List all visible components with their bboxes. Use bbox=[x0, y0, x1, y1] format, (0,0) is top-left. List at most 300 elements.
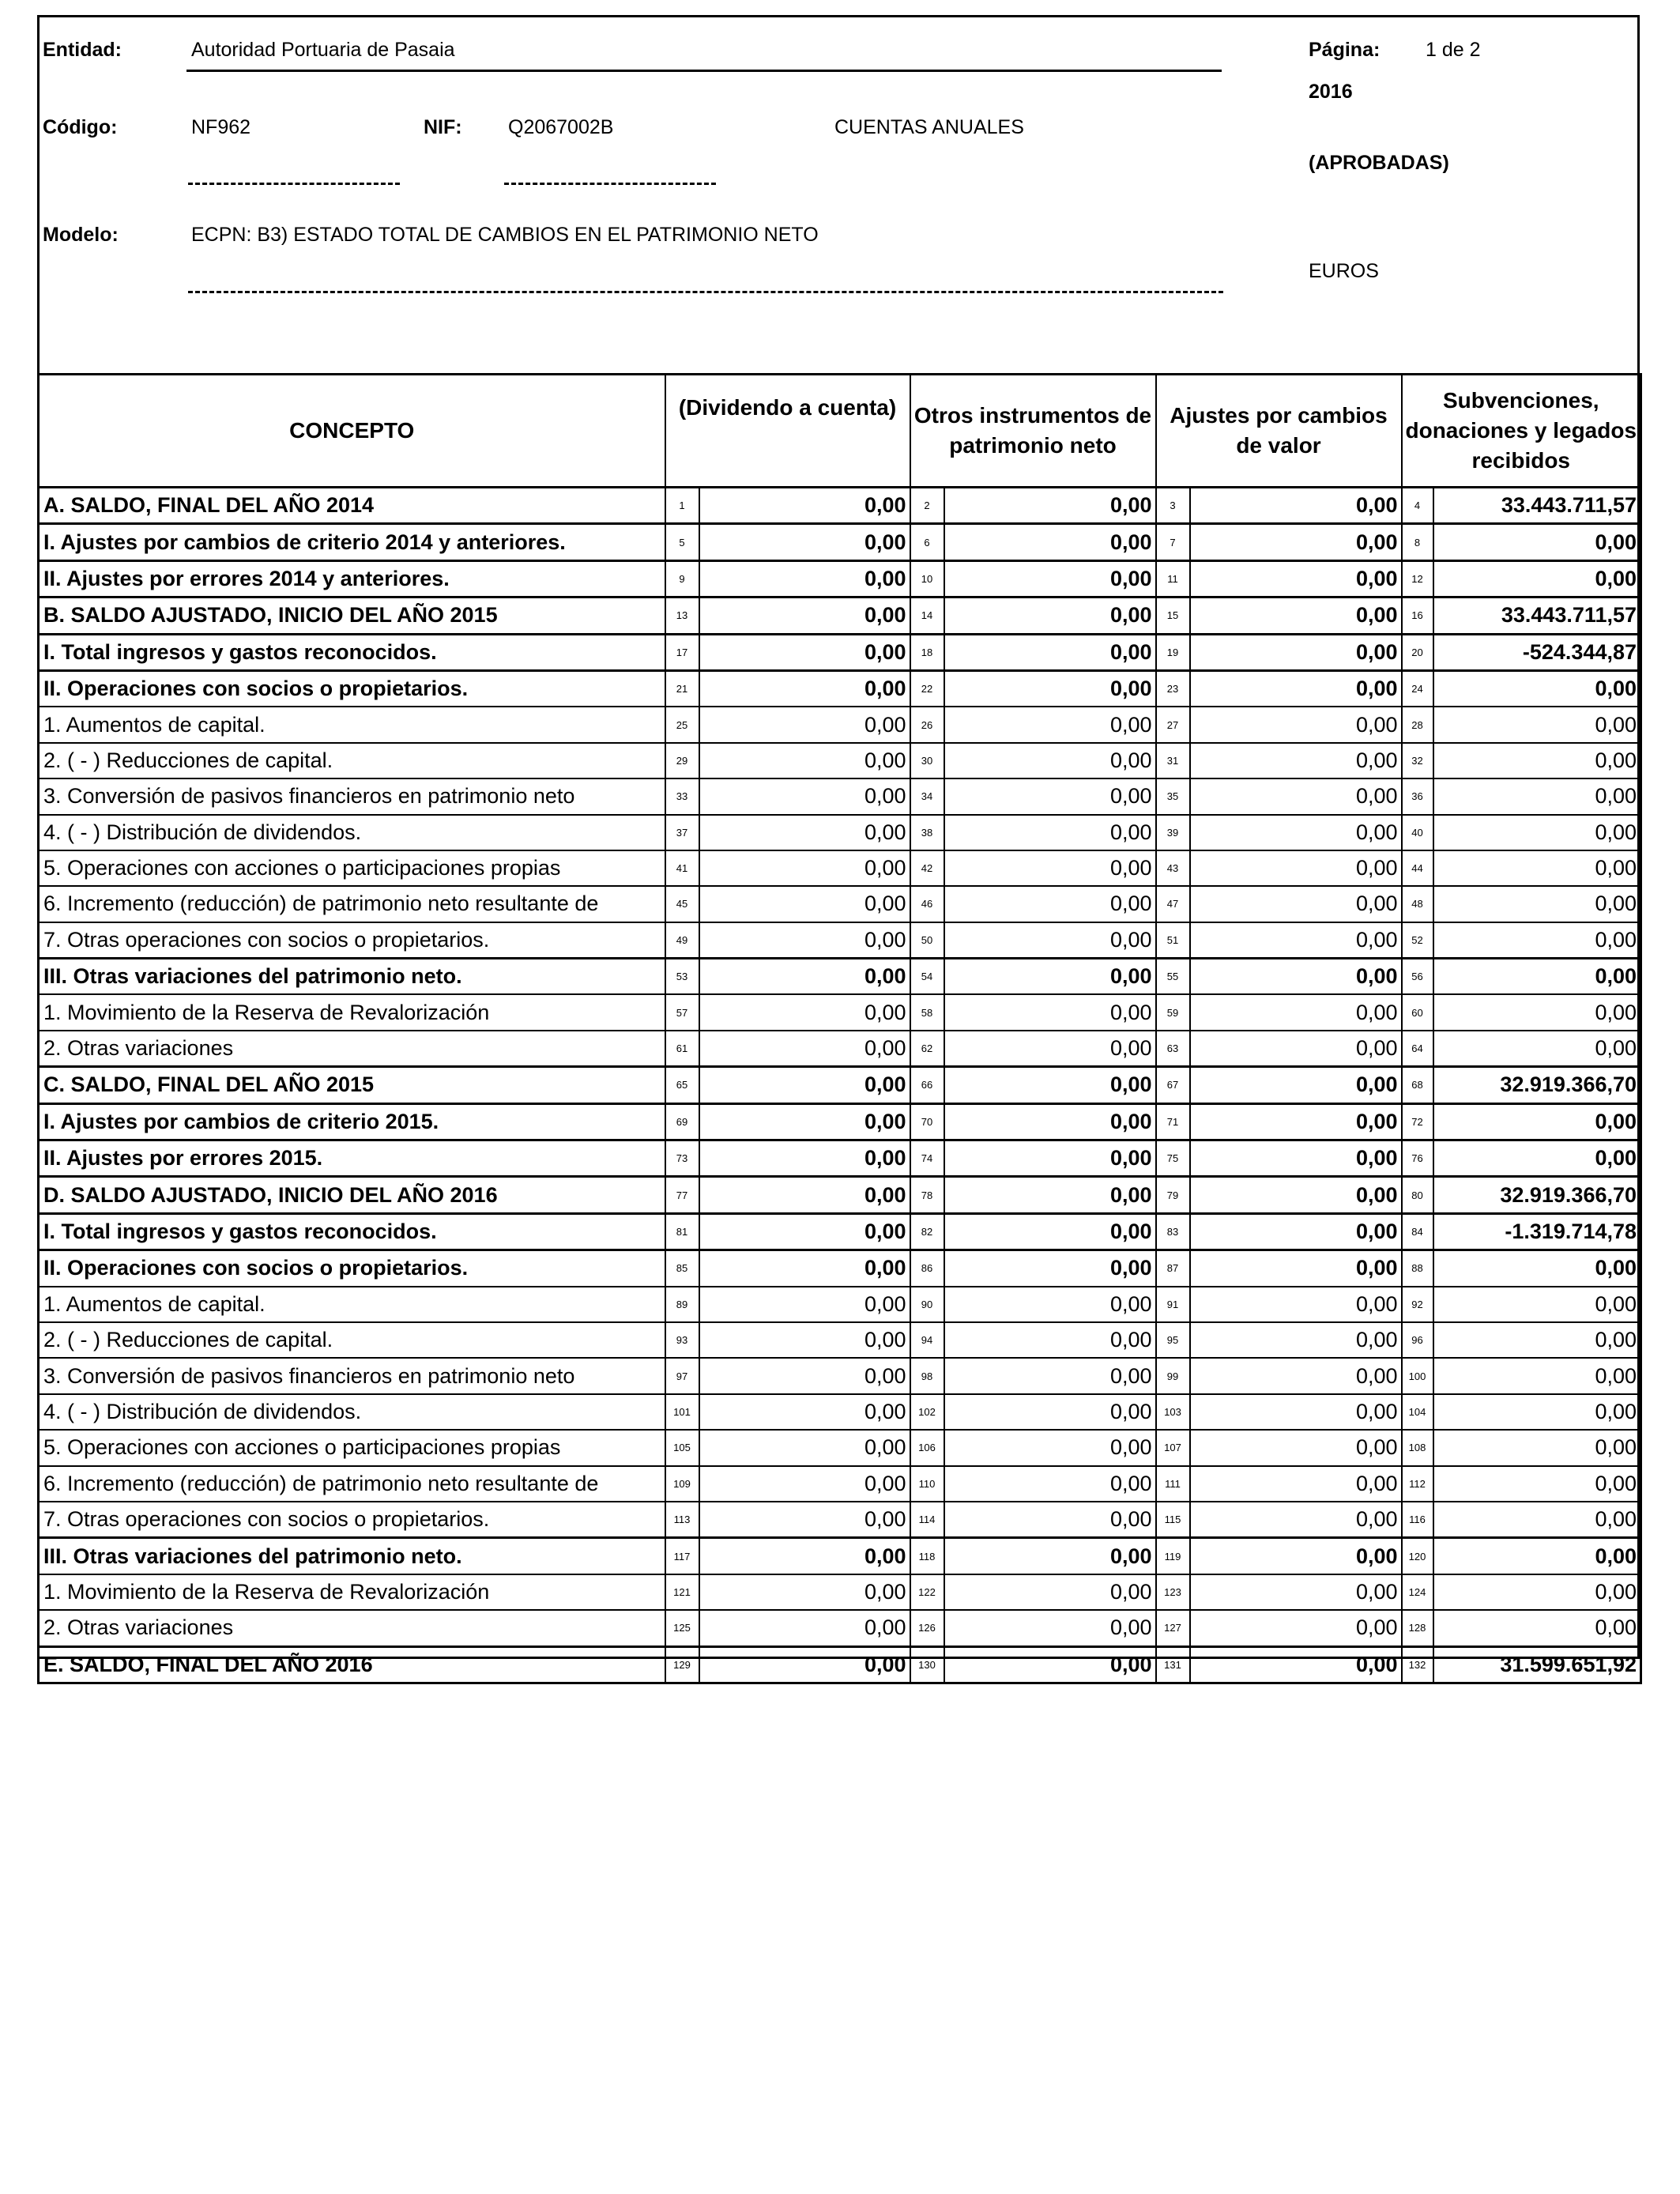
row-concept: A. SALDO, FINAL DEL AÑO 2014 bbox=[39, 488, 665, 524]
row-value: 0,00 bbox=[699, 1394, 910, 1430]
row-concept: II. Ajustes por errores 2015. bbox=[39, 1140, 665, 1177]
row-code: 67 bbox=[1156, 1067, 1190, 1103]
row-value: 0,00 bbox=[699, 815, 910, 850]
row-value: 0,00 bbox=[944, 850, 1156, 886]
row-code: 59 bbox=[1156, 994, 1190, 1030]
pagina-value: 1 de 2 bbox=[1426, 39, 1481, 61]
table-row bbox=[39, 1031, 1641, 1067]
row-value: -524.344,87 bbox=[1433, 634, 1641, 670]
row-code: 61 bbox=[665, 1031, 699, 1067]
row-code: 77 bbox=[665, 1177, 699, 1213]
row-concept: II. Operaciones con socios o propietarios. bbox=[39, 1250, 665, 1287]
row-value: 0,00 bbox=[699, 560, 910, 597]
table-row bbox=[39, 1574, 1641, 1610]
row-code: 13 bbox=[665, 598, 699, 634]
row-concept: 2. ( - ) Reducciones de capital. bbox=[39, 743, 665, 778]
row-value: 0,00 bbox=[1190, 1574, 1402, 1610]
row-value: 0,00 bbox=[944, 1538, 1156, 1574]
row-code: 114 bbox=[910, 1502, 944, 1538]
row-value: 0,00 bbox=[1433, 1103, 1641, 1140]
row-value: 0,00 bbox=[699, 1502, 910, 1538]
row-value: 0,00 bbox=[699, 1103, 910, 1140]
row-value: 0,00 bbox=[944, 1250, 1156, 1287]
row-code: 120 bbox=[1402, 1538, 1433, 1574]
row-code: 128 bbox=[1402, 1610, 1433, 1646]
row-code: 73 bbox=[665, 1140, 699, 1177]
row-code: 19 bbox=[1156, 634, 1190, 670]
row-value: 0,00 bbox=[699, 1287, 910, 1322]
row-concept: III. Otras variaciones del patrimonio neto. bbox=[39, 1538, 665, 1574]
row-concept: 2. Otras variaciones bbox=[39, 1610, 665, 1646]
row-value: 0,00 bbox=[1433, 1031, 1641, 1067]
row-value: 0,00 bbox=[699, 886, 910, 922]
column-header-otros-instrumentos: Otros instrumentos de patrimonio neto bbox=[910, 375, 1156, 488]
row-concept: 5. Operaciones con acciones o participaciones propias bbox=[39, 1430, 665, 1465]
row-code: 86 bbox=[910, 1250, 944, 1287]
row-value: 0,00 bbox=[944, 1394, 1156, 1430]
row-code: 56 bbox=[1402, 959, 1433, 995]
row-value: 0,00 bbox=[699, 1610, 910, 1646]
row-value: 0,00 bbox=[1190, 815, 1402, 850]
row-value: 0,00 bbox=[699, 598, 910, 634]
row-concept: B. SALDO AJUSTADO, INICIO DEL AÑO 2015 bbox=[39, 598, 665, 634]
row-code: 97 bbox=[665, 1358, 699, 1393]
row-concept: 4. ( - ) Distribución de dividendos. bbox=[39, 815, 665, 850]
row-code: 27 bbox=[1156, 707, 1190, 742]
report-type: CUENTAS ANUALES bbox=[834, 116, 1024, 138]
row-concept: I. Total ingresos y gastos reconocidos. bbox=[39, 634, 665, 670]
row-code: 84 bbox=[1402, 1213, 1433, 1250]
row-value: 0,00 bbox=[699, 707, 910, 742]
table-row bbox=[39, 1103, 1641, 1140]
row-value: 0,00 bbox=[944, 1502, 1156, 1538]
row-code: 46 bbox=[910, 886, 944, 922]
row-value: 0,00 bbox=[1433, 670, 1641, 707]
row-value: 0,00 bbox=[1433, 1430, 1641, 1465]
row-value: 0,00 bbox=[944, 670, 1156, 707]
row-value: 0,00 bbox=[1433, 850, 1641, 886]
row-value: 0,00 bbox=[699, 1574, 910, 1610]
row-value: 0,00 bbox=[944, 707, 1156, 742]
table-row bbox=[39, 1322, 1641, 1358]
row-value: 0,00 bbox=[944, 743, 1156, 778]
report-status: (APROBADAS) bbox=[1309, 152, 1449, 174]
row-code: 71 bbox=[1156, 1103, 1190, 1140]
row-code: 32 bbox=[1402, 743, 1433, 778]
row-code: 2 bbox=[910, 488, 944, 524]
row-code: 28 bbox=[1402, 707, 1433, 742]
row-code: 94 bbox=[910, 1322, 944, 1358]
row-value: 0,00 bbox=[1433, 1140, 1641, 1177]
row-code: 95 bbox=[1156, 1322, 1190, 1358]
row-code: 41 bbox=[665, 850, 699, 886]
row-value: 0,00 bbox=[699, 634, 910, 670]
row-code: 14 bbox=[910, 598, 944, 634]
table-row bbox=[39, 1538, 1641, 1574]
row-code: 123 bbox=[1156, 1574, 1190, 1610]
row-code: 119 bbox=[1156, 1538, 1190, 1574]
row-value: 0,00 bbox=[699, 1031, 910, 1067]
row-concept: I. Total ingresos y gastos reconocidos. bbox=[39, 1213, 665, 1250]
row-code: 66 bbox=[910, 1067, 944, 1103]
row-code: 57 bbox=[665, 994, 699, 1030]
row-concept: 6. Incremento (reducción) de patrimonio neto resultante de bbox=[39, 886, 665, 922]
table-row bbox=[39, 1250, 1641, 1287]
table-row bbox=[39, 1177, 1641, 1213]
table-row bbox=[39, 778, 1641, 814]
row-code: 88 bbox=[1402, 1250, 1433, 1287]
row-value: 0,00 bbox=[1190, 1140, 1402, 1177]
row-value: 0,00 bbox=[1190, 1287, 1402, 1322]
row-value: 0,00 bbox=[699, 524, 910, 560]
row-concept: C. SALDO, FINAL DEL AÑO 2015 bbox=[39, 1067, 665, 1103]
row-code: 90 bbox=[910, 1287, 944, 1322]
row-code: 53 bbox=[665, 959, 699, 995]
row-value: 0,00 bbox=[944, 1103, 1156, 1140]
table-row bbox=[39, 634, 1641, 670]
row-concept: D. SALDO AJUSTADO, INICIO DEL AÑO 2016 bbox=[39, 1177, 665, 1213]
row-code: 130 bbox=[910, 1646, 944, 1683]
row-code: 26 bbox=[910, 707, 944, 742]
row-code: 125 bbox=[665, 1610, 699, 1646]
row-code: 83 bbox=[1156, 1213, 1190, 1250]
table-header-row bbox=[39, 375, 1641, 488]
row-value: 0,00 bbox=[1433, 707, 1641, 742]
row-value: 0,00 bbox=[1190, 1646, 1402, 1683]
row-code: 91 bbox=[1156, 1287, 1190, 1322]
table-row bbox=[39, 1358, 1641, 1393]
row-value: 0,00 bbox=[944, 1430, 1156, 1465]
nif-label: NIF: bbox=[424, 116, 462, 138]
row-code: 100 bbox=[1402, 1358, 1433, 1393]
table-row bbox=[39, 1213, 1641, 1250]
row-value: 0,00 bbox=[1433, 1610, 1641, 1646]
nif-value: Q2067002B bbox=[508, 116, 614, 138]
row-value: 0,00 bbox=[944, 1322, 1156, 1358]
row-value: 0,00 bbox=[699, 1646, 910, 1683]
row-code: 118 bbox=[910, 1538, 944, 1574]
row-code: 76 bbox=[1402, 1140, 1433, 1177]
row-code: 108 bbox=[1402, 1430, 1433, 1465]
row-concept: 1. Aumentos de capital. bbox=[39, 1287, 665, 1322]
row-code: 121 bbox=[665, 1574, 699, 1610]
row-code: 99 bbox=[1156, 1358, 1190, 1393]
table-row bbox=[39, 488, 1641, 524]
row-value: 0,00 bbox=[699, 778, 910, 814]
row-value: 0,00 bbox=[1190, 1610, 1402, 1646]
row-code: 42 bbox=[910, 850, 944, 886]
row-value: 0,00 bbox=[1190, 1250, 1402, 1287]
row-value: 0,00 bbox=[1190, 1502, 1402, 1538]
row-code: 78 bbox=[910, 1177, 944, 1213]
row-value: 0,00 bbox=[944, 1067, 1156, 1103]
row-value: 0,00 bbox=[699, 1140, 910, 1177]
row-value: 0,00 bbox=[1190, 488, 1402, 524]
row-value: 0,00 bbox=[1190, 1213, 1402, 1250]
row-value: 0,00 bbox=[944, 1574, 1156, 1610]
row-code: 112 bbox=[1402, 1466, 1433, 1502]
row-code: 62 bbox=[910, 1031, 944, 1067]
row-code: 113 bbox=[665, 1502, 699, 1538]
table-row bbox=[39, 598, 1641, 634]
row-value: 0,00 bbox=[944, 1140, 1156, 1177]
row-code: 55 bbox=[1156, 959, 1190, 995]
row-code: 10 bbox=[910, 560, 944, 597]
column-header-ajustes-valor: Ajustes por cambios de valor bbox=[1156, 375, 1402, 488]
row-code: 79 bbox=[1156, 1177, 1190, 1213]
row-code: 37 bbox=[665, 815, 699, 850]
table-row bbox=[39, 1646, 1641, 1683]
row-code: 69 bbox=[665, 1103, 699, 1140]
row-code: 106 bbox=[910, 1430, 944, 1465]
row-code: 87 bbox=[1156, 1250, 1190, 1287]
row-code: 5 bbox=[665, 524, 699, 560]
row-code: 51 bbox=[1156, 922, 1190, 959]
row-code: 115 bbox=[1156, 1502, 1190, 1538]
row-value: 0,00 bbox=[699, 922, 910, 959]
row-code: 82 bbox=[910, 1213, 944, 1250]
row-code: 63 bbox=[1156, 1031, 1190, 1067]
row-code: 29 bbox=[665, 743, 699, 778]
row-code: 80 bbox=[1402, 1177, 1433, 1213]
row-value: 0,00 bbox=[699, 1177, 910, 1213]
row-code: 34 bbox=[910, 778, 944, 814]
row-value: 0,00 bbox=[944, 886, 1156, 922]
row-code: 117 bbox=[665, 1538, 699, 1574]
row-value: 0,00 bbox=[699, 1538, 910, 1574]
row-code: 11 bbox=[1156, 560, 1190, 597]
row-code: 103 bbox=[1156, 1394, 1190, 1430]
row-concept: III. Otras variaciones del patrimonio neto. bbox=[39, 959, 665, 995]
row-concept: 2. Otras variaciones bbox=[39, 1031, 665, 1067]
row-code: 93 bbox=[665, 1322, 699, 1358]
row-code: 124 bbox=[1402, 1574, 1433, 1610]
row-code: 30 bbox=[910, 743, 944, 778]
row-code: 72 bbox=[1402, 1103, 1433, 1140]
row-value: 0,00 bbox=[944, 778, 1156, 814]
entidad-value: Autoridad Portuaria de Pasaia bbox=[191, 39, 455, 61]
row-code: 7 bbox=[1156, 524, 1190, 560]
row-code: 47 bbox=[1156, 886, 1190, 922]
row-value: 0,00 bbox=[944, 994, 1156, 1030]
row-code: 33 bbox=[665, 778, 699, 814]
row-value: 0,00 bbox=[1190, 1358, 1402, 1393]
row-value: 0,00 bbox=[1433, 1287, 1641, 1322]
table-row bbox=[39, 707, 1641, 742]
table-row bbox=[39, 1394, 1641, 1430]
row-code: 74 bbox=[910, 1140, 944, 1177]
row-code: 132 bbox=[1402, 1646, 1433, 1683]
row-code: 111 bbox=[1156, 1466, 1190, 1502]
column-header-dividendo: (Dividendo a cuenta) bbox=[665, 375, 910, 488]
row-code: 127 bbox=[1156, 1610, 1190, 1646]
row-value: 0,00 bbox=[1433, 922, 1641, 959]
row-value: 0,00 bbox=[699, 1430, 910, 1465]
row-code: 96 bbox=[1402, 1322, 1433, 1358]
row-value: 0,00 bbox=[1433, 1358, 1641, 1393]
row-value: 0,00 bbox=[944, 488, 1156, 524]
row-code: 50 bbox=[910, 922, 944, 959]
row-value: 32.919.366,70 bbox=[1433, 1177, 1641, 1213]
row-code: 4 bbox=[1402, 488, 1433, 524]
row-value: 0,00 bbox=[699, 1466, 910, 1502]
row-value: 0,00 bbox=[1433, 778, 1641, 814]
row-value: 0,00 bbox=[1190, 1538, 1402, 1574]
row-value: 0,00 bbox=[1190, 1322, 1402, 1358]
row-code: 36 bbox=[1402, 778, 1433, 814]
row-code: 40 bbox=[1402, 815, 1433, 850]
row-value: 0,00 bbox=[1190, 778, 1402, 814]
row-concept: 2. ( - ) Reducciones de capital. bbox=[39, 1322, 665, 1358]
row-code: 17 bbox=[665, 634, 699, 670]
codigo-value: NF962 bbox=[191, 116, 251, 138]
row-code: 104 bbox=[1402, 1394, 1433, 1430]
row-concept: 1. Aumentos de capital. bbox=[39, 707, 665, 742]
row-concept: 1. Movimiento de la Reserva de Revalorización bbox=[39, 1574, 665, 1610]
row-code: 101 bbox=[665, 1394, 699, 1430]
row-value: 0,00 bbox=[1190, 1430, 1402, 1465]
row-code: 122 bbox=[910, 1574, 944, 1610]
row-code: 92 bbox=[1402, 1287, 1433, 1322]
row-concept: 3. Conversión de pasivos financieros en patrimonio neto bbox=[39, 1358, 665, 1393]
row-code: 31 bbox=[1156, 743, 1190, 778]
row-concept: E. SALDO, FINAL DEL AÑO 2016 bbox=[39, 1646, 665, 1683]
row-value: 0,00 bbox=[699, 1322, 910, 1358]
row-value: 0,00 bbox=[1190, 994, 1402, 1030]
row-code: 60 bbox=[1402, 994, 1433, 1030]
table-row bbox=[39, 743, 1641, 778]
row-concept: II. Operaciones con socios o propietarios. bbox=[39, 670, 665, 707]
row-code: 8 bbox=[1402, 524, 1433, 560]
row-code: 54 bbox=[910, 959, 944, 995]
modelo-underline bbox=[188, 291, 1223, 293]
row-value: 0,00 bbox=[1190, 850, 1402, 886]
row-value: 0,00 bbox=[1433, 743, 1641, 778]
row-value: 0,00 bbox=[699, 1213, 910, 1250]
entidad-underline bbox=[186, 70, 1222, 72]
row-value: 0,00 bbox=[1433, 994, 1641, 1030]
modelo-value: ECPN: B3) ESTADO TOTAL DE CAMBIOS EN EL PATRIMONIO NETO bbox=[191, 224, 819, 246]
report-year: 2016 bbox=[1309, 81, 1353, 103]
table-row bbox=[39, 959, 1641, 995]
row-concept: 6. Incremento (reducción) de patrimonio neto resultante de bbox=[39, 1466, 665, 1502]
table-row bbox=[39, 1140, 1641, 1177]
row-code: 109 bbox=[665, 1466, 699, 1502]
row-code: 105 bbox=[665, 1430, 699, 1465]
row-value: 0,00 bbox=[699, 670, 910, 707]
row-code: 131 bbox=[1156, 1646, 1190, 1683]
row-code: 65 bbox=[665, 1067, 699, 1103]
row-code: 81 bbox=[665, 1213, 699, 1250]
codigo-underline bbox=[188, 183, 400, 185]
row-value: -1.319.714,78 bbox=[1433, 1213, 1641, 1250]
row-value: 0,00 bbox=[699, 850, 910, 886]
row-value: 0,00 bbox=[1433, 1250, 1641, 1287]
entidad-label: Entidad: bbox=[43, 39, 122, 61]
table-row bbox=[39, 1067, 1641, 1103]
row-value: 32.919.366,70 bbox=[1433, 1067, 1641, 1103]
row-code: 52 bbox=[1402, 922, 1433, 959]
row-code: 15 bbox=[1156, 598, 1190, 634]
row-value: 0,00 bbox=[699, 1250, 910, 1287]
row-value: 31.599.651,92 bbox=[1433, 1646, 1641, 1683]
table-body bbox=[39, 488, 1641, 1683]
row-code: 45 bbox=[665, 886, 699, 922]
row-value: 0,00 bbox=[1433, 1394, 1641, 1430]
row-code: 98 bbox=[910, 1358, 944, 1393]
row-code: 102 bbox=[910, 1394, 944, 1430]
row-value: 0,00 bbox=[1433, 886, 1641, 922]
row-code: 58 bbox=[910, 994, 944, 1030]
row-value: 0,00 bbox=[699, 959, 910, 995]
table-row bbox=[39, 560, 1641, 597]
row-value: 0,00 bbox=[1190, 1067, 1402, 1103]
table-row bbox=[39, 850, 1641, 886]
row-value: 0,00 bbox=[944, 1610, 1156, 1646]
row-value: 0,00 bbox=[1433, 1538, 1641, 1574]
row-code: 16 bbox=[1402, 598, 1433, 634]
row-value: 0,00 bbox=[1433, 524, 1641, 560]
row-value: 0,00 bbox=[944, 1358, 1156, 1393]
row-code: 38 bbox=[910, 815, 944, 850]
row-value: 0,00 bbox=[944, 598, 1156, 634]
row-value: 0,00 bbox=[1190, 743, 1402, 778]
row-code: 23 bbox=[1156, 670, 1190, 707]
row-code: 3 bbox=[1156, 488, 1190, 524]
row-code: 44 bbox=[1402, 850, 1433, 886]
table-row bbox=[39, 1610, 1641, 1646]
row-value: 0,00 bbox=[944, 560, 1156, 597]
row-concept: I. Ajustes por cambios de criterio 2015. bbox=[39, 1103, 665, 1140]
row-value: 0,00 bbox=[944, 1287, 1156, 1322]
row-value: 0,00 bbox=[1190, 598, 1402, 634]
row-code: 35 bbox=[1156, 778, 1190, 814]
row-value: 0,00 bbox=[944, 1646, 1156, 1683]
pagina-label: Página: bbox=[1309, 39, 1381, 61]
table-row bbox=[39, 1430, 1641, 1465]
row-code: 1 bbox=[665, 488, 699, 524]
table-row bbox=[39, 524, 1641, 560]
row-code: 116 bbox=[1402, 1502, 1433, 1538]
row-code: 48 bbox=[1402, 886, 1433, 922]
table-row bbox=[39, 922, 1641, 959]
row-value: 0,00 bbox=[1190, 670, 1402, 707]
row-value: 0,00 bbox=[944, 634, 1156, 670]
row-value: 0,00 bbox=[944, 959, 1156, 995]
row-value: 0,00 bbox=[699, 994, 910, 1030]
row-code: 21 bbox=[665, 670, 699, 707]
row-value: 33.443.711,57 bbox=[1433, 488, 1641, 524]
row-value: 0,00 bbox=[1433, 1502, 1641, 1538]
row-concept: I. Ajustes por cambios de criterio 2014 y anteriores. bbox=[39, 524, 665, 560]
row-value: 0,00 bbox=[699, 1358, 910, 1393]
row-value: 0,00 bbox=[1190, 886, 1402, 922]
row-code: 110 bbox=[910, 1466, 944, 1502]
row-concept: 1. Movimiento de la Reserva de Revalorización bbox=[39, 994, 665, 1030]
row-value: 0,00 bbox=[699, 1067, 910, 1103]
row-value: 0,00 bbox=[944, 1031, 1156, 1067]
row-code: 70 bbox=[910, 1103, 944, 1140]
row-value: 0,00 bbox=[1190, 1103, 1402, 1140]
row-value: 0,00 bbox=[944, 1177, 1156, 1213]
row-concept: 7. Otras operaciones con socios o propietarios. bbox=[39, 922, 665, 959]
row-code: 89 bbox=[665, 1287, 699, 1322]
row-code: 107 bbox=[1156, 1430, 1190, 1465]
row-value: 0,00 bbox=[944, 1466, 1156, 1502]
table-row bbox=[39, 1287, 1641, 1322]
row-value: 0,00 bbox=[1190, 1177, 1402, 1213]
row-code: 85 bbox=[665, 1250, 699, 1287]
